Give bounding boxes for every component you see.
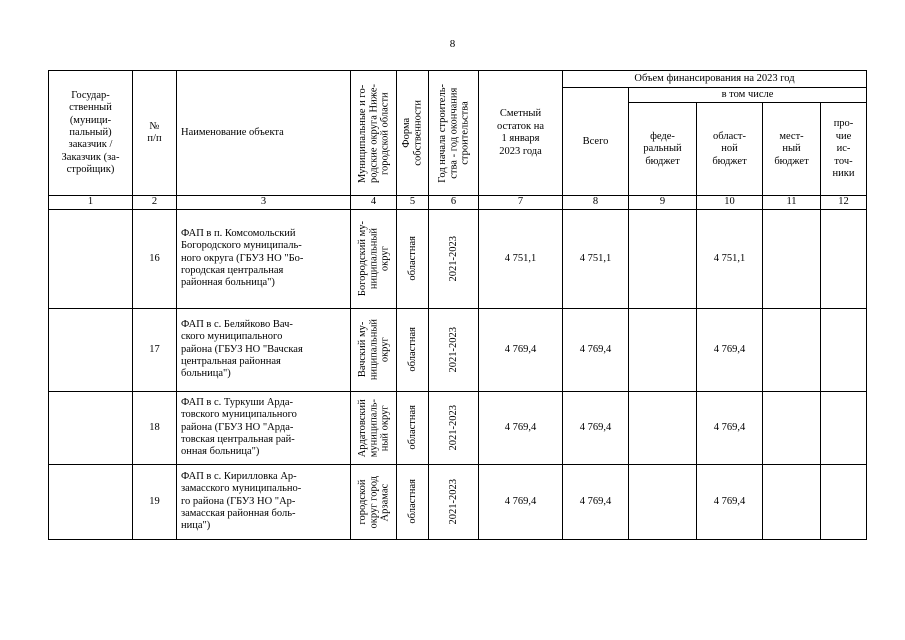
table-row	[49, 209, 867, 308]
column-number: 1	[49, 196, 133, 209]
row-total: 4 751,1	[563, 209, 629, 308]
header-remaining: Сметный остаток на 1 января 2023 года	[479, 71, 563, 196]
column-number: 5	[397, 196, 429, 209]
row-object-name: ФАП в п. Комсомольский Богородского муниципаль- ного округа (ГБУЗ НО "Бо- городская центральная районная больница")	[177, 209, 351, 308]
row-regional: 4 769,4	[697, 391, 763, 464]
column-number: 11	[763, 196, 821, 209]
column-number: 12	[821, 196, 867, 209]
row-local	[763, 391, 821, 464]
row-regional: 4 769,4	[697, 308, 763, 391]
row-num: 17	[133, 308, 177, 391]
row-federal	[629, 464, 697, 539]
column-number: 8	[563, 196, 629, 209]
column-number: 10	[697, 196, 763, 209]
row-customer	[49, 308, 133, 391]
header-other: про- чие ис- точ- ники	[821, 103, 867, 196]
row-num: 16	[133, 209, 177, 308]
row-object-name: ФАП в с. Беляйково Вач- ского муниципального района (ГБУЗ НО "Вачская центральная районная больница")	[177, 308, 351, 391]
header-object-name: Наименование объекта	[177, 71, 351, 196]
row-remaining: 4 769,4	[479, 391, 563, 464]
column-number: 3	[177, 196, 351, 209]
row-num: 19	[133, 464, 177, 539]
row-years: 2021-2023	[429, 464, 479, 539]
header-ownership: Форма собственности	[397, 71, 429, 196]
row-regional: 4 751,1	[697, 209, 763, 308]
row-other	[821, 209, 867, 308]
row-regional: 4 769,4	[697, 464, 763, 539]
column-number: 7	[479, 196, 563, 209]
column-number: 2	[133, 196, 177, 209]
row-municipality: Вачский му- ниципальный округ	[351, 308, 397, 391]
row-federal	[629, 391, 697, 464]
column-number: 4	[351, 196, 397, 209]
header-customer: Государ- ственный (муници- пальный) заказчик / Заказчик (за- стройщик)	[49, 71, 133, 196]
row-num: 18	[133, 391, 177, 464]
row-municipality: городской округ город Арзамас	[351, 464, 397, 539]
table-row	[49, 308, 867, 391]
row-years: 2021-2023	[429, 308, 479, 391]
row-federal	[629, 308, 697, 391]
row-federal	[629, 209, 697, 308]
table-row	[49, 391, 867, 464]
row-municipality: Богородский му- ниципальный округ	[351, 209, 397, 308]
row-total: 4 769,4	[563, 464, 629, 539]
row-ownership: областная	[397, 209, 429, 308]
row-other	[821, 391, 867, 464]
header-local: мест- ный бюджет	[763, 103, 821, 196]
row-remaining: 4 769,4	[479, 308, 563, 391]
row-ownership: областная	[397, 391, 429, 464]
row-other	[821, 308, 867, 391]
row-other	[821, 464, 867, 539]
row-years: 2021-2023	[429, 391, 479, 464]
financing-table	[48, 70, 867, 540]
page-number: 8	[449, 38, 456, 50]
row-municipality: Ардатовский муниципаль- ный округ	[351, 391, 397, 464]
row-customer	[49, 391, 133, 464]
table-row	[49, 464, 867, 539]
column-number: 6	[429, 196, 479, 209]
row-local	[763, 209, 821, 308]
row-local	[763, 464, 821, 539]
header-regional: област- ной бюджет	[697, 103, 763, 196]
header-funding-title: Объем финансирования на 2023 год	[563, 71, 867, 88]
row-years: 2021-2023	[429, 209, 479, 308]
row-remaining: 4 769,4	[479, 464, 563, 539]
row-ownership: областная	[397, 308, 429, 391]
header-num: № п/п	[133, 71, 177, 196]
row-total: 4 769,4	[563, 308, 629, 391]
column-numbers-row	[49, 196, 867, 209]
header-federal: феде- ральный бюджет	[629, 103, 697, 196]
row-object-name: ФАП в с. Кирилловка Ар- замасского муниципально- го района (ГБУЗ НО "Ар- замасская районная боль- ница")	[177, 464, 351, 539]
row-local	[763, 308, 821, 391]
header-including: в том числе	[629, 88, 867, 103]
header-municipality: Муниципальные и го- родские округа Ниже- городской области	[351, 71, 397, 196]
header-years: Год начала строитель- ства - год окончания строительства	[429, 71, 479, 196]
row-ownership: областная	[397, 464, 429, 539]
column-number: 9	[629, 196, 697, 209]
row-customer	[49, 464, 133, 539]
row-total: 4 769,4	[563, 391, 629, 464]
row-remaining: 4 751,1	[479, 209, 563, 308]
row-object-name: ФАП в с. Туркуши Арда- товского муниципального района (ГБУЗ НО "Арда- товская центральная рай- онная больница")	[177, 391, 351, 464]
row-customer	[49, 209, 133, 308]
header-total: Всего	[563, 88, 629, 196]
